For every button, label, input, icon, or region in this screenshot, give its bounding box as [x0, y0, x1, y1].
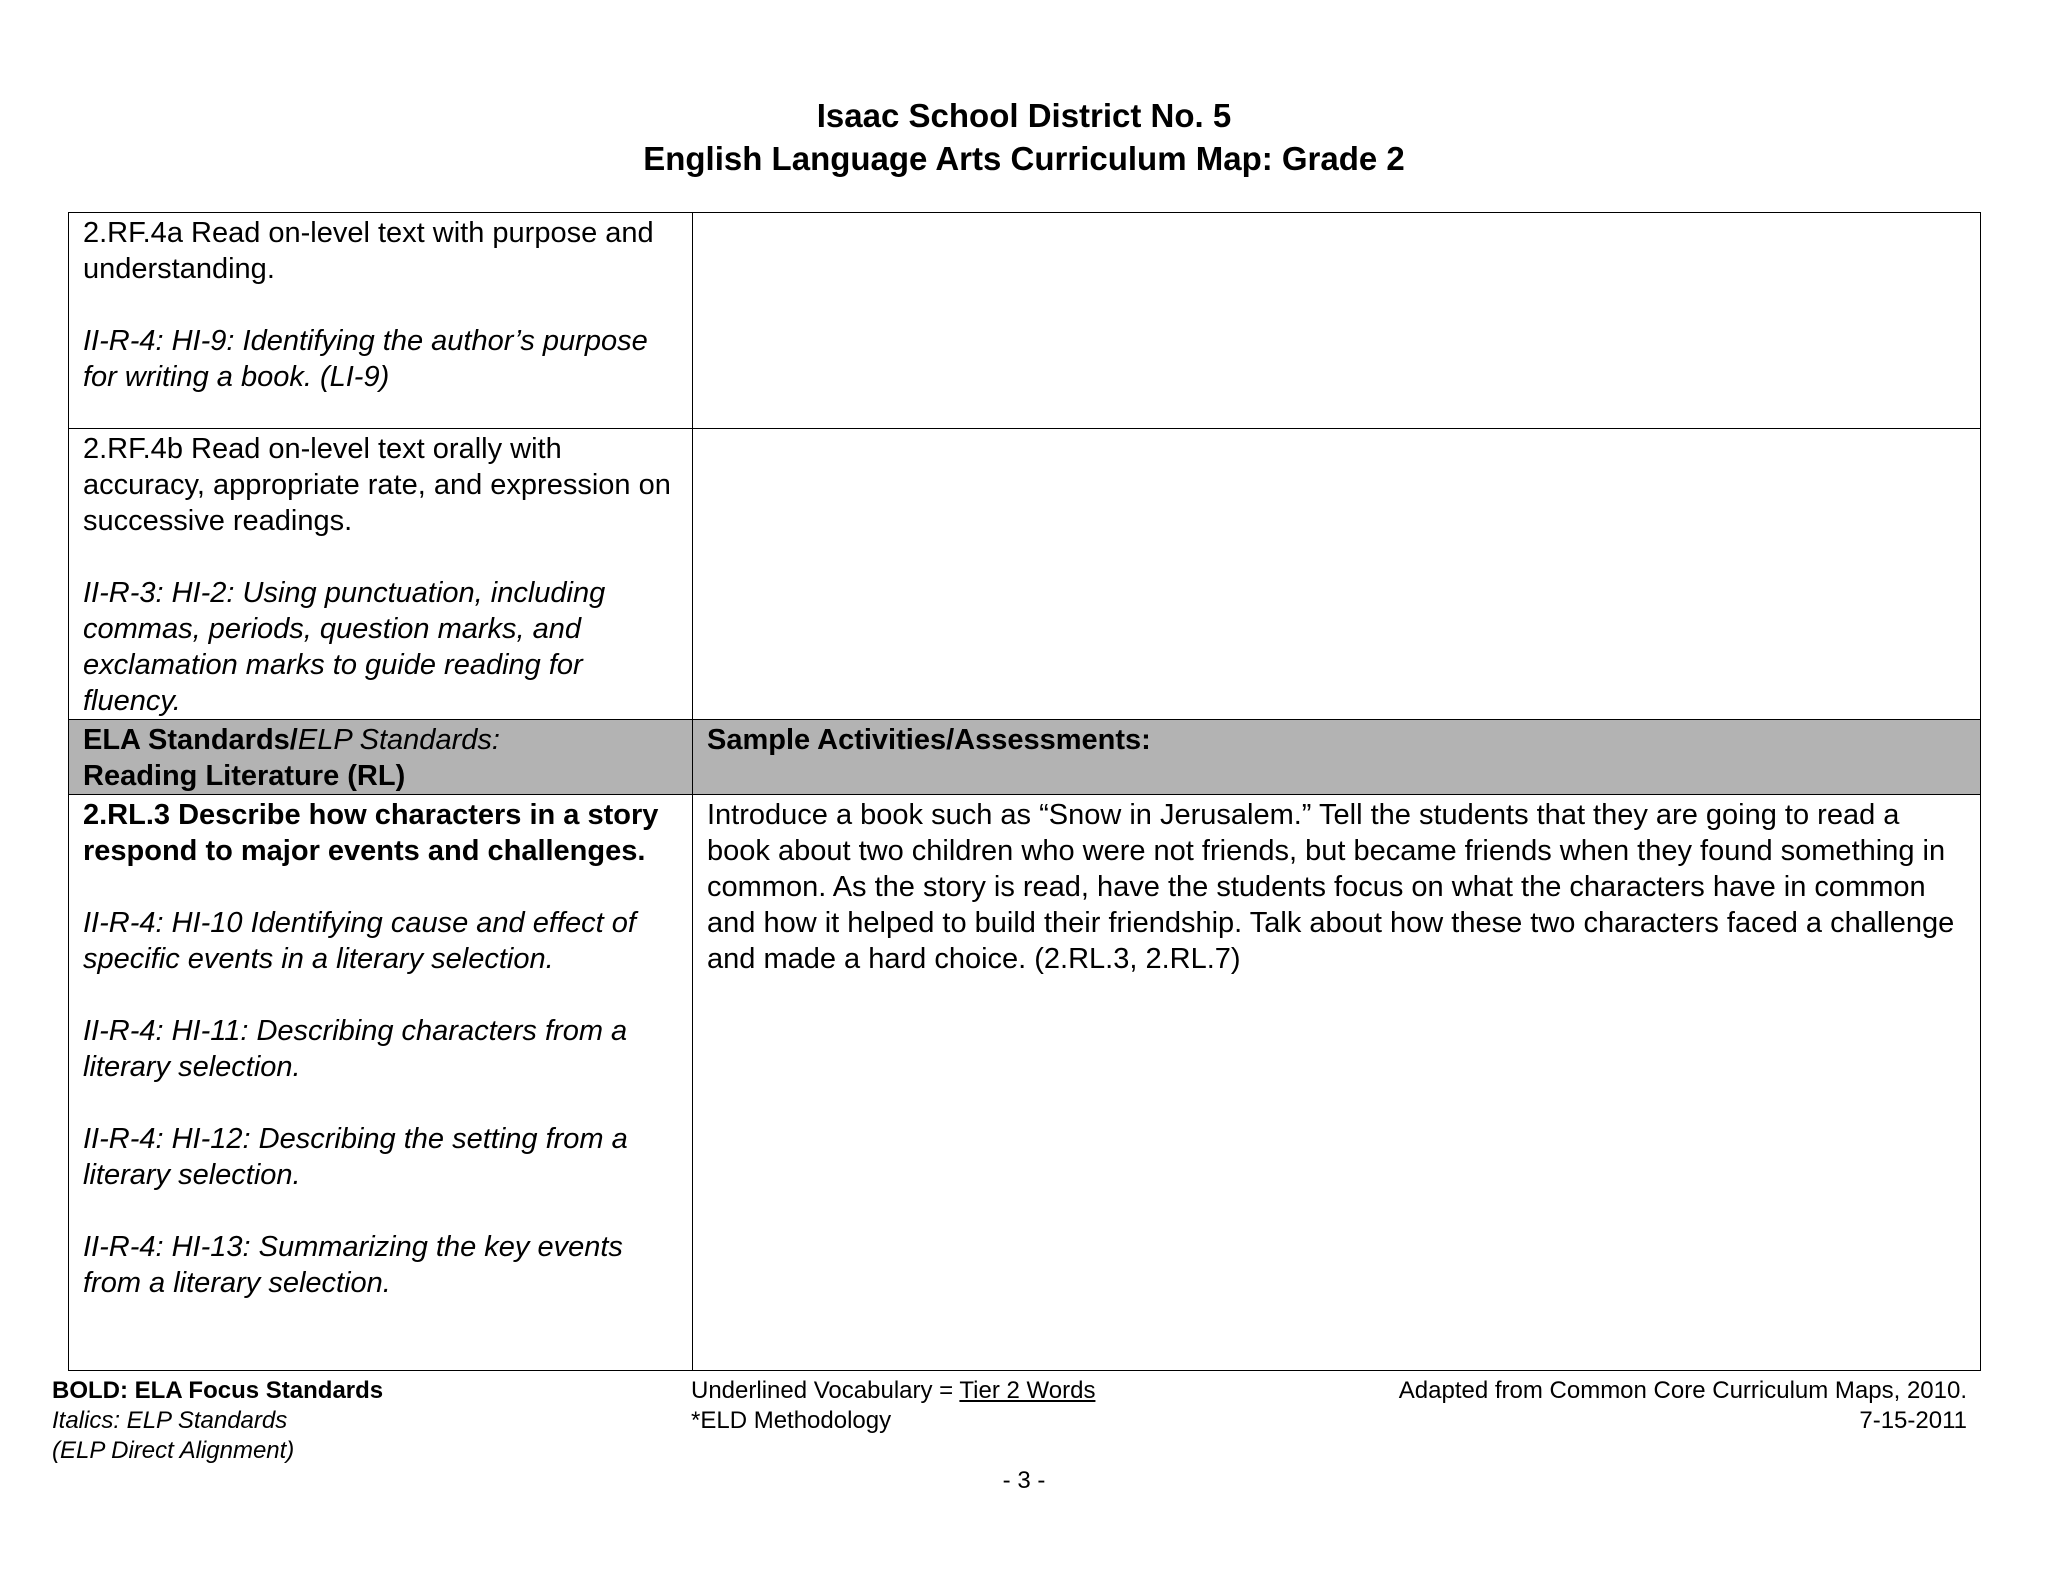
- footer-source: [1399, 1376, 1967, 1436]
- document-header: [0, 94, 2048, 180]
- section-header-row: [69, 720, 1981, 795]
- district-title: Isaac School District No. 5: [816, 97, 1232, 134]
- elp-standard-text: II-R-4: HI-9: Identifying the author’s purpose for writing a book. (LI-9): [83, 325, 648, 393]
- eld-methodology: *ELD Methodology: [691, 1407, 892, 1434]
- standard-text: 2.RF.4b Read on-level text orally with accuracy, appropriate rate, and expression on successive readings.: [83, 433, 671, 537]
- activities-cell: [693, 213, 1981, 429]
- page-number: - 3 -: [1002, 1467, 1046, 1494]
- standards-cell: [69, 213, 693, 429]
- curriculum-map-title: English Language Arts Curriculum Map: Grade 2: [643, 140, 1405, 177]
- activities-label: Sample Activities/Assessments:: [707, 724, 1151, 756]
- standards-cell: [69, 795, 693, 1371]
- alignment-legend: (ELP Direct Alignment): [52, 1437, 295, 1464]
- revision-date: 7-15-2011: [1859, 1407, 1967, 1434]
- standard-text: 2.RF.4a Read on-level text with purpose and understanding.: [83, 217, 654, 285]
- curriculum-table: [68, 212, 1981, 1371]
- footer-legend: [52, 1376, 383, 1466]
- elp-standard-text: II-R-4: HI-13: Summarizing the key events from a literary selection.: [83, 1231, 623, 1299]
- elp-standard-text: II-R-4: HI-10 Identifying cause and effect of specific events in a literary selection.: [83, 907, 636, 975]
- focus-standard-text: 2.RL.3 Describe how characters in a story respond to major events and challenges.: [83, 799, 659, 867]
- table-row: [69, 213, 1981, 429]
- elp-standards-label: ELP Standards:: [297, 724, 500, 756]
- italics-legend: Italics: ELP Standards: [52, 1407, 288, 1434]
- adapted-note: Adapted from Common Core Curriculum Maps, 2010.: [1398, 1377, 1967, 1404]
- vocab-prefix: Underlined Vocabulary =: [691, 1377, 960, 1404]
- activities-header-cell: [693, 720, 1981, 795]
- standards-header-cell: [69, 720, 693, 795]
- strand-label: Reading Literature (RL): [83, 760, 406, 792]
- table-row: [69, 795, 1981, 1371]
- bold-legend: BOLD: ELA Focus Standards: [52, 1377, 384, 1404]
- activities-cell: [693, 795, 1981, 1371]
- table-row: [69, 429, 1981, 720]
- elp-standard-text: II-R-4: HI-12: Describing the setting from a literary selection.: [83, 1123, 628, 1191]
- vocab-term: Tier 2 Words: [959, 1377, 1096, 1404]
- elp-standard-text: II-R-4: HI-11: Describing characters from a literary selection.: [83, 1015, 628, 1083]
- activities-cell: [693, 429, 1981, 720]
- elp-standard-text: II-R-3: HI-2: Using punctuation, including commas, periods, question marks, and exclamation marks to guide reading for fluency.: [83, 577, 606, 717]
- footer-vocabulary: [691, 1376, 1095, 1436]
- activity-text: Introduce a book such as “Snow in Jerusalem.” Tell the students that they are going to read a book about two children who were not friends, but became friends when they found something in common. As the story is read, have the students focus on what the characters have in common and how it helped to build their friendship. Talk about how these two characters faced a challenge and made a hard choice. (2.RL.3, 2.RL.7): [707, 799, 1955, 975]
- ela-standards-label: ELA Standards/: [83, 724, 298, 756]
- standards-cell: [69, 429, 693, 720]
